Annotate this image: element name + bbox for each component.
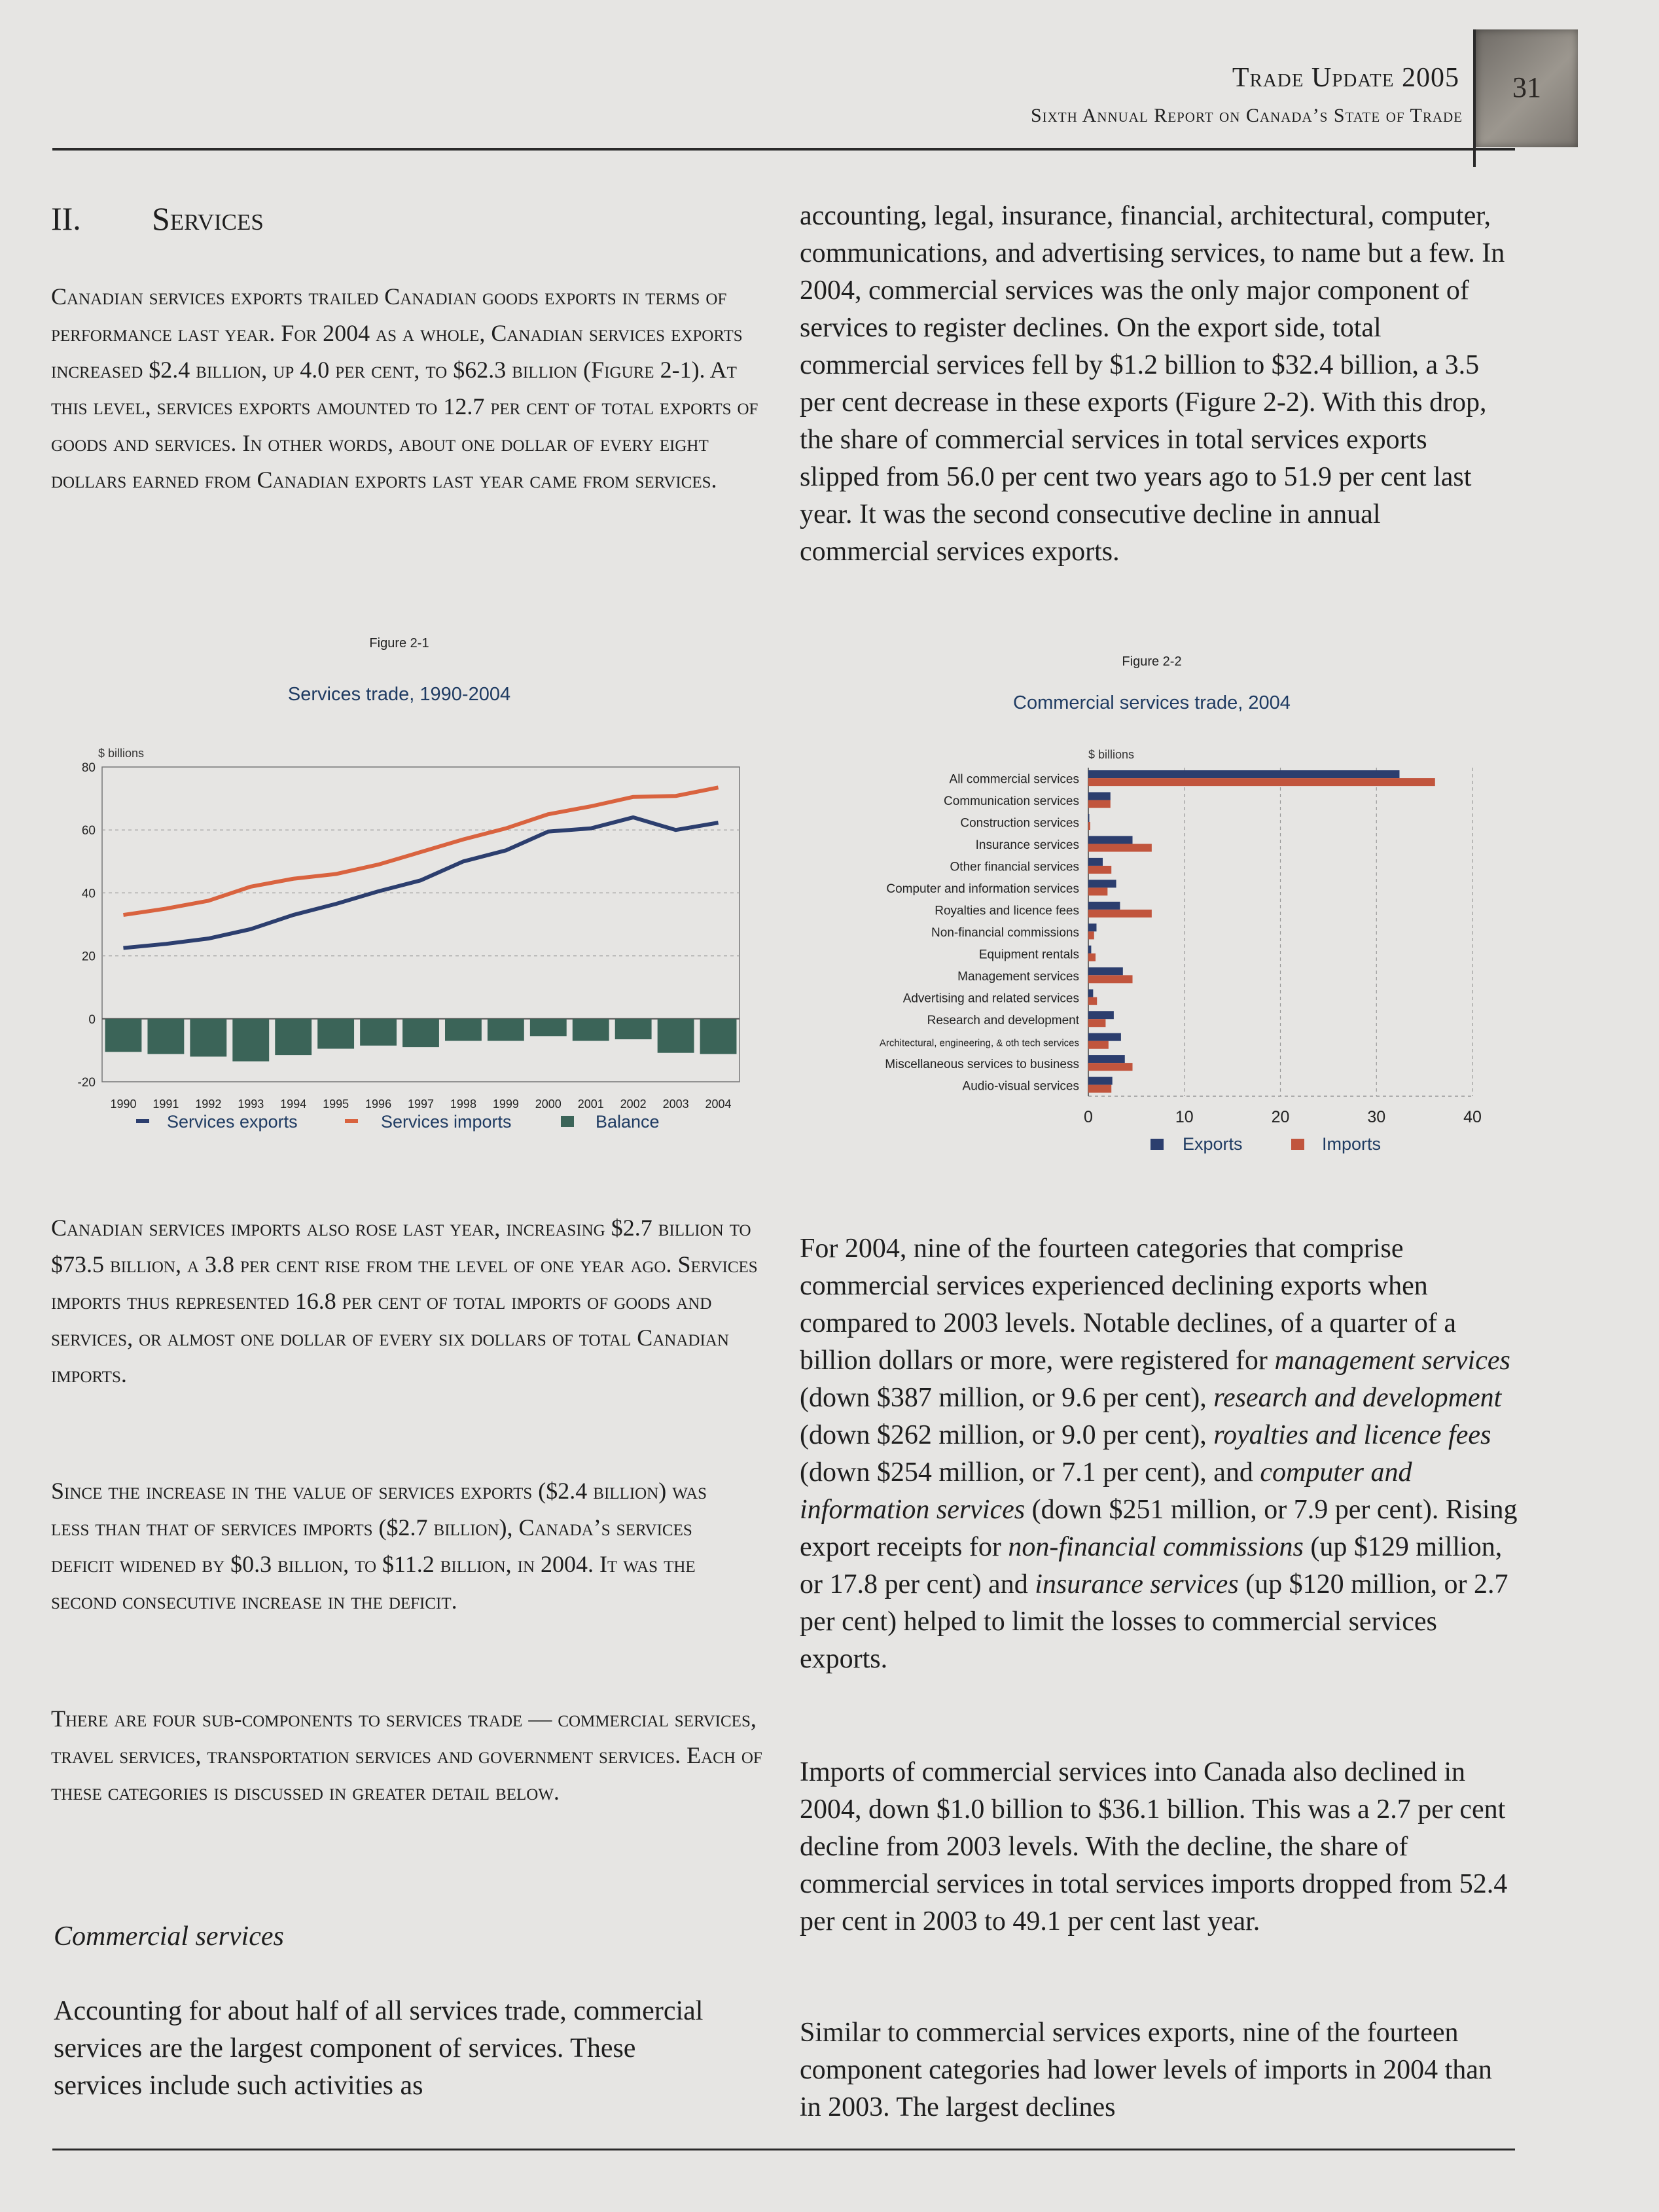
categories-paragraph: [800, 1230, 1526, 1678]
legend-imports: Services imports: [381, 1112, 512, 1132]
legend-exports: Services exports: [167, 1112, 298, 1132]
emphasis-royalties: royalties and licence fees: [1213, 1420, 1491, 1450]
imports-bar: [1088, 975, 1133, 983]
exports-bar: [1088, 923, 1096, 931]
running-header-subtitle: Sixth Annual Report on Canada’s State of Trade: [1030, 105, 1463, 126]
balance-bar: [615, 1019, 652, 1039]
header-rule: [52, 148, 1515, 151]
x-tick-label: 1993: [238, 1097, 264, 1111]
services-imports-line: [123, 787, 718, 915]
emphasis-management-services: management services: [1274, 1346, 1510, 1376]
imports-paragraph: Canadian services imports also rose last year, increasing $2.7 billion to $73.5 billion, a 3.8 per cent rise from the level of one year ago. Services imports thus represented 16.8 per cent of total imports of goods and services, or almost one dollar of every six dollars of total Canadian imports.: [51, 1215, 758, 1387]
imports-bar: [1088, 800, 1111, 808]
exports-bar: [1088, 1055, 1125, 1063]
x-tick-label: 1996: [365, 1097, 392, 1111]
exports-bar: [1088, 858, 1103, 866]
imports-bar: [1088, 778, 1435, 786]
balance-bar: [573, 1019, 609, 1041]
imports-bar: [1088, 1041, 1109, 1049]
figure-label: Figure 2-1: [369, 636, 429, 651]
imports-bar: [1088, 931, 1094, 939]
figure-label: Figure 2-2: [1122, 654, 1182, 669]
subheading-commercial-services: Commercial services: [54, 1921, 284, 1952]
section-title: Services: [152, 200, 264, 237]
imports-bar: [1088, 910, 1152, 918]
exports-bar: [1088, 792, 1111, 800]
y-tick-label: 0: [88, 1012, 96, 1027]
commercial-exports-paragraph: accounting, legal, insurance, financial, architectural, computer, communications, and advertising services, to name but a few. In 2004, commercial services was the only major component of services to register declines. On the export side, total commercial services fell by $1.2 billion to $32.4 billion, a 3.5 per cent decrease in these exports (Figure 2-2). With this drop, the share of commercial services in total services exports slipped from 56.0 per cent two years ago to 51.9 per cent last year. It was the second consecutive decline in annual commercial services exports.: [800, 201, 1505, 567]
balance-bar: [402, 1019, 439, 1047]
x-tick-label: 1994: [280, 1097, 307, 1111]
balance-bar: [105, 1019, 142, 1052]
category-label: Insurance services: [975, 838, 1079, 853]
exports-bar: [1088, 836, 1133, 844]
balance-bar: [317, 1019, 354, 1049]
exports-bar: [1088, 946, 1091, 954]
text-run: For 2004, nine of the fourteen categories that comprise commercial services experienced declining exports when compared to 2003 levels. Notable declines, of a quarter of a billion dollars or more, were registered for: [800, 1234, 1456, 1376]
x-tick-label: 2000: [535, 1097, 562, 1111]
text-run: (up $129 million, or 17.8 per cent) and: [800, 1532, 1503, 1599]
legend-swatch-exports: [1151, 1139, 1164, 1150]
y-tick-label: 80: [81, 761, 96, 775]
line-chart-services-trade: [39, 743, 785, 1149]
emphasis-computer-information: computer and information services: [800, 1457, 1412, 1525]
balance-bar: [488, 1019, 524, 1041]
legend-balance: Balance: [596, 1112, 660, 1132]
emphasis-research-development: research and development: [1213, 1383, 1502, 1413]
balance-bar: [147, 1019, 184, 1054]
category-label: Other financial services: [950, 860, 1079, 874]
category-label: Miscellaneous services to business: [885, 1057, 1079, 1071]
category-label: Computer and information services: [886, 882, 1079, 897]
bar-chart-commercial-services: [795, 743, 1535, 1168]
imports-bar: [1088, 1063, 1133, 1071]
imports-bar: [1088, 844, 1152, 851]
text-run: (down $251 million, or 7.9 per cent). Rising export receipts for: [800, 1495, 1518, 1562]
x-tick-label: 20: [1271, 1108, 1290, 1126]
legend-swatch-imports: [345, 1119, 358, 1123]
exports-bar: [1088, 814, 1089, 822]
exports-bar: [1088, 990, 1093, 997]
imports-bar: [1088, 822, 1090, 830]
header-vertical-rule: [1473, 29, 1476, 167]
legend-swatch-balance: [561, 1116, 574, 1127]
x-tick-label: 1995: [323, 1097, 349, 1111]
text-run: (up $120 million, or 2.7 per cent) helped to limit the losses to commercial services exports.: [800, 1569, 1508, 1674]
category-label: Research and development: [927, 1013, 1079, 1027]
section-number: II.: [51, 200, 81, 237]
category-label: Royalties and licence fees: [935, 904, 1079, 918]
category-label: All commercial services: [949, 772, 1079, 787]
imports-bar: [1088, 866, 1111, 874]
page-number: 31: [1512, 71, 1541, 103]
balance-bar: [530, 1019, 567, 1036]
balance-bar: [190, 1019, 226, 1057]
imports-categories-paragraph: Similar to commercial services exports, nine of the fourteen component categories had lower levels of imports in 2004 than in 2003. The largest declines: [800, 2018, 1492, 2122]
imports-bar: [1088, 887, 1107, 895]
balance-bar: [232, 1019, 269, 1061]
x-tick-label: 1992: [195, 1097, 222, 1111]
exports-bar: [1088, 1033, 1121, 1041]
x-tick-label: 1999: [492, 1097, 519, 1111]
x-tick-label: 40: [1463, 1108, 1482, 1126]
legend-swatch-exports: [136, 1119, 149, 1123]
exports-bar: [1088, 880, 1116, 887]
x-tick-label: 0: [1084, 1108, 1093, 1126]
category-label: Equipment rentals: [978, 948, 1079, 962]
imports-bar: [1088, 1019, 1105, 1027]
x-axis-unit: $ billions: [1088, 748, 1135, 761]
balance-bar: [700, 1019, 737, 1054]
legend-imports: Imports: [1322, 1134, 1382, 1154]
commercial-imports-paragraph: Imports of commercial services into Canada also declined in 2004, down $1.0 billion to $36.1 billion. This was a 2.7 per cent decline from 2003 levels. With the decline, the share of commercial services in total services imports dropped from 52.4 per cent in 2003 to 49.1 per cent last year.: [800, 1757, 1508, 1936]
y-tick-label: 20: [81, 950, 96, 964]
legend-exports: Exports: [1183, 1134, 1243, 1154]
imports-bar: [1088, 1085, 1111, 1093]
legend-swatch-imports: [1291, 1139, 1304, 1150]
subcomponents-paragraph: There are four sub-components to services trade — commercial services, travel services, transportation services and government services. Each of these categories is discussed in greater detail below.: [51, 1705, 762, 1805]
x-tick-label: 2003: [662, 1097, 689, 1111]
y-tick-label: 60: [81, 824, 96, 838]
category-label: Non-financial commissions: [931, 926, 1079, 940]
category-label: Construction services: [960, 816, 1079, 830]
exports-bar: [1088, 967, 1123, 975]
y-tick-label: 40: [81, 887, 96, 901]
deficit-paragraph: Since the increase in the value of services exports ($2.4 billion) was less than that of services imports ($2.7 billion), Canada’s services deficit widened by $0.3 billion, to $11.2 billion, in 2004. It was the second consecutive increase in the deficit.: [51, 1478, 707, 1614]
x-tick-label: 1991: [152, 1097, 179, 1111]
y-tick-label: -20: [77, 1076, 96, 1090]
balance-bar: [275, 1019, 312, 1055]
running-header-title: Trade Update 2005: [1232, 63, 1459, 93]
figure-title: Commercial services trade, 2004: [1013, 692, 1291, 713]
emphasis-non-financial-commissions: non-financial commissions: [1008, 1532, 1304, 1562]
category-label: Audio-visual services: [962, 1079, 1079, 1094]
text-run: (down $262 million, or 9.0 per cent),: [800, 1420, 1214, 1450]
category-label: Communication services: [944, 794, 1079, 809]
balance-bar: [658, 1019, 694, 1053]
balance-bar: [360, 1019, 397, 1046]
x-tick-label: 1990: [110, 1097, 137, 1111]
figure-title: Services trade, 1990-2004: [287, 684, 511, 705]
text-run: (down $254 million, or 7.1 per cent), and: [800, 1457, 1260, 1488]
footer-rule: [52, 2149, 1515, 2150]
text-run: (down $387 million, or 9.6 per cent),: [800, 1383, 1214, 1413]
category-label: Advertising and related services: [902, 991, 1079, 1006]
balance-bar: [445, 1019, 482, 1041]
imports-bar: [1088, 997, 1097, 1005]
x-tick-label: 2002: [620, 1097, 647, 1111]
services-exports-line: [123, 817, 718, 948]
intro-paragraph: Canadian services exports trailed Canadian goods exports in terms of performance last year. For 2004 as a whole, Canadian services exports increased $2.4 billion, up 4.0 per cent, to $62.3 billion (Figure 2-1). At this level, services exports amounted to 12.7 per cent of total exports of goods and services. In other words, about one dollar of every eight dollars earned from Canadian exports last year came from services.: [51, 283, 758, 493]
imports-bar: [1088, 954, 1096, 961]
commercial-intro-paragraph: Accounting for about half of all services trade, commercial services are the largest component of services. These services include such activities as: [54, 1996, 704, 2101]
category-label: Management services: [957, 969, 1079, 984]
x-tick-label: 30: [1367, 1108, 1386, 1126]
y-axis-unit: $ billions: [98, 747, 145, 760]
x-tick-label: 10: [1175, 1108, 1194, 1126]
x-tick-label: 2001: [577, 1097, 604, 1111]
emphasis-insurance-services: insurance services: [1035, 1569, 1239, 1599]
category-label: Architectural, engineering, & oth tech services: [879, 1037, 1079, 1049]
x-tick-label: 2004: [705, 1097, 732, 1111]
x-tick-label: 1998: [450, 1097, 476, 1111]
exports-bar: [1088, 1011, 1114, 1019]
x-tick-label: 1997: [407, 1097, 435, 1111]
exports-bar: [1088, 770, 1399, 778]
exports-bar: [1088, 1077, 1113, 1085]
exports-bar: [1088, 902, 1120, 910]
